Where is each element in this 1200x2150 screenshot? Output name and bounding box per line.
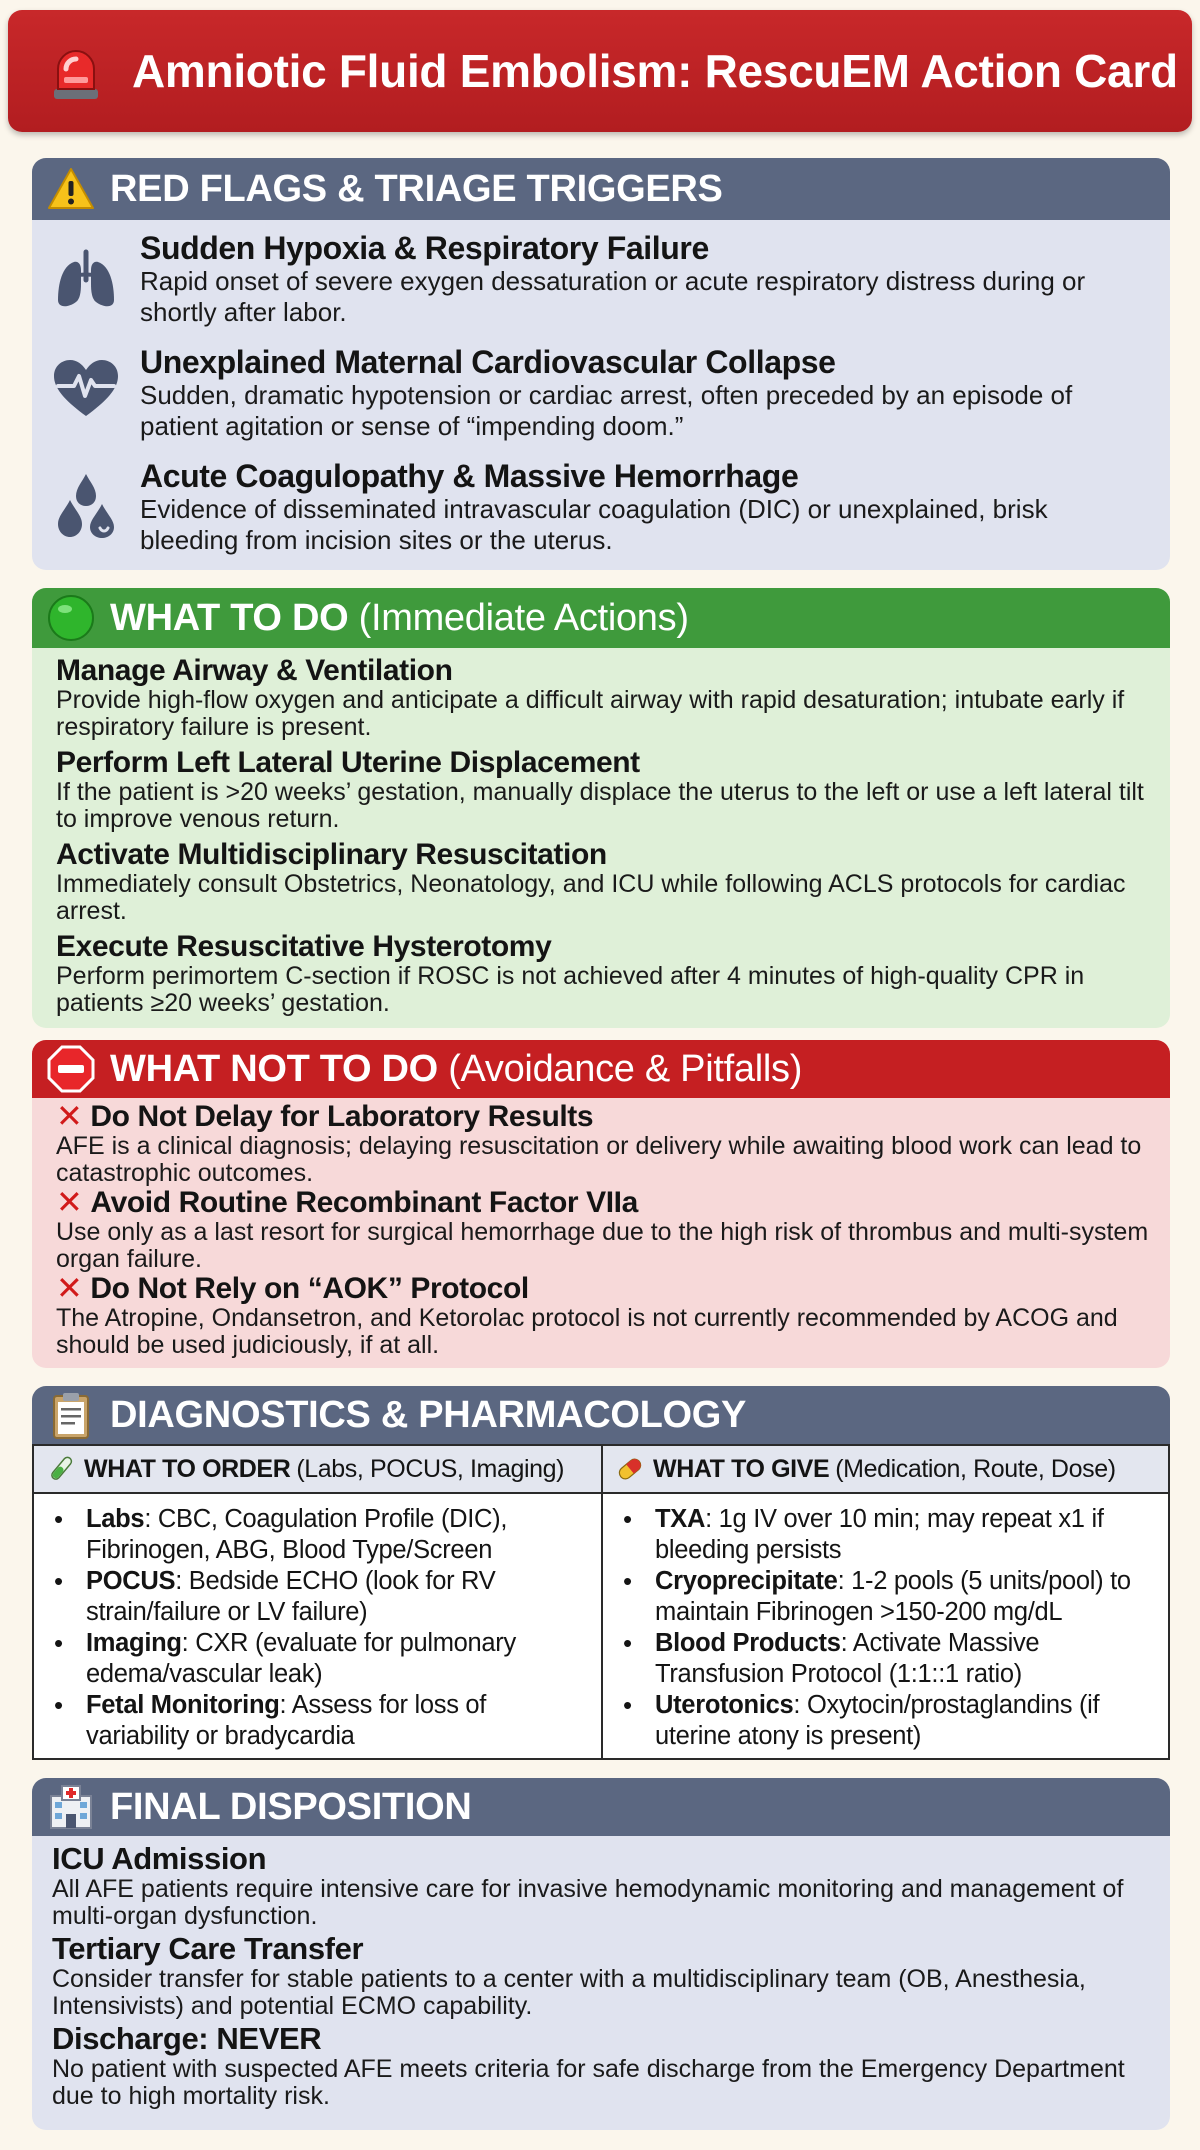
- cross-mark-icon: ✕: [56, 1098, 83, 1134]
- action-item: [56, 746, 1150, 833]
- warning-icon: [46, 164, 96, 214]
- order-column-header: WHAT TO ORDER (Labs, POCUS, Imaging): [34, 1446, 601, 1494]
- hospital-icon: [46, 1782, 96, 1832]
- red-flag-desc: Sudden, dramatic hypotension or cardiac arrest, often preceded by an episode of patient agitation or sense of “impending doom.”: [140, 380, 1073, 441]
- action-item: [56, 930, 1150, 1017]
- disposition-item: [52, 1932, 1150, 2020]
- disposition-desc: No patient with suspected AFE meets criteria for safe discharge from the Emergency Department due to high mortality risk.: [52, 2055, 1125, 2110]
- red-flag-text: [140, 344, 1140, 442]
- pitfall-desc: Use only as a last resort for surgical hemorrhage due to the high risk of thrombus and multi-system organ failure.: [56, 1218, 1149, 1273]
- list-item: • Cryoprecipitate: 1-2 pools (5 units/pool) to maintain Fibrinogen >150-200 mg/dL: [619, 1566, 1154, 1628]
- diagnostics-header: [32, 1386, 1170, 1444]
- pitfall-desc: The Atropine, Ondansetron, and Ketorolac protocol is not currently recommended by ACOG and should be used judiciously, if at all.: [56, 1304, 1118, 1359]
- list-item: • Imaging: CXR (evaluate for pulmonary edema/vascular leak): [50, 1628, 587, 1690]
- action-title: Manage Airway & Ventilation: [56, 654, 453, 687]
- red-flag-title: Sudden Hypoxia & Respiratory Failure: [140, 230, 709, 266]
- action-title: Perform Left Lateral Uterine Displacement: [56, 746, 640, 779]
- red-flag-desc: Rapid onset of severe exygen dessaturation or acute respiratory distress during or shortly after labor.: [140, 266, 1086, 327]
- section-title: RED FLAGS & TRIAGE TRIGGERS: [110, 167, 723, 210]
- pitfall-item: [56, 1186, 1150, 1273]
- list-item: • POCUS: Bedside ECHO (look for RV strain/failure or LV failure): [50, 1566, 587, 1628]
- red-flag-desc: Evidence of disseminated intravascular coagulation (DIC) or unexplained, brisk bleeding from incision sites or the uterus.: [140, 494, 1048, 555]
- heart-pulse-icon: [50, 352, 122, 424]
- red-flag-text: [140, 458, 1140, 556]
- action-title: Execute Resuscitative Hysterotomy: [56, 930, 552, 963]
- green-circle-icon: [46, 593, 96, 643]
- action-desc: Provide high-flow oxygen and anticipate a difficult airway with rapid desaturation; intubate early if respiratory failure is present.: [56, 686, 1125, 741]
- action-item: [56, 838, 1150, 925]
- give-list: [603, 1494, 1168, 1752]
- red-flag-title: Acute Coagulopathy & Massive Hemorrhage: [140, 458, 799, 494]
- disposition-title: Discharge: NEVER: [52, 2021, 322, 2056]
- cross-mark-icon: ✕: [56, 1270, 83, 1306]
- list-item: • Fetal Monitoring: Assess for loss of variability or bradycardia: [50, 1690, 587, 1752]
- red-flags-section: [32, 158, 1170, 570]
- red-flags-header: [32, 158, 1170, 220]
- disposition-desc: Consider transfer for stable patients to a center with a multidisciplinary team (OB, Anesthesia, Intensivists) and potential ECMO capability.: [52, 1965, 1086, 2020]
- what-to-do-header: [32, 588, 1170, 648]
- stop-sign-icon: [46, 1044, 96, 1094]
- title-banner: [8, 10, 1192, 132]
- diagnostics-table: [32, 1444, 1170, 1760]
- diagnostics-section: [32, 1386, 1170, 1760]
- disposition-desc: All AFE patients require intensive care for invasive hemodynamic monitoring and management of multi-organ dysfunction.: [52, 1875, 1124, 1930]
- list-item: • Blood Products: Activate Massive Transfusion Protocol (1:1::1 ratio): [619, 1628, 1154, 1690]
- list-item: • Labs: CBC, Coagulation Profile (DIC), Fibrinogen, ABG, Blood Type/Screen: [50, 1504, 587, 1566]
- action-desc: If the patient is >20 weeks’ gestation, manually displace the uterus to the left or use a left lateral tilt to improve venous return.: [56, 778, 1144, 833]
- disposition-header: [32, 1778, 1170, 1836]
- red-flag-text: [140, 230, 1140, 328]
- give-column-header: WHAT TO GIVE (Medication, Route, Dose): [603, 1446, 1168, 1494]
- section-title: DIAGNOSTICS & PHARMACOLOGY: [110, 1393, 747, 1436]
- pitfall-desc: AFE is a clinical diagnosis; delaying resuscitation or delivery while awaiting blood work can lead to catastrophic outcomes.: [56, 1132, 1142, 1187]
- action-title: Activate Multidisciplinary Resuscitation: [56, 838, 607, 871]
- order-column: [34, 1446, 601, 1758]
- disposition-item: [52, 2022, 1150, 2110]
- action-desc: Immediately consult Obstetrics, Neonatology, and ICU while following ACLS protocols for cardiac arrest.: [56, 870, 1126, 925]
- clipboard-icon: [46, 1390, 96, 1440]
- disposition-item: [52, 1842, 1150, 1930]
- list-item: • Uterotonics: Oxytocin/prostaglandins (if uterine atony is present): [619, 1690, 1154, 1752]
- pitfall-title: ✕ Do Not Rely on “AOK” Protocol: [56, 1270, 529, 1306]
- what-not-to-do-section: [32, 1040, 1170, 1368]
- action-item: [56, 654, 1150, 741]
- order-list: [34, 1494, 601, 1752]
- what-to-do-section: [32, 588, 1170, 1028]
- pitfall-title: ✕ Avoid Routine Recombinant Factor VIIa: [56, 1184, 638, 1220]
- action-desc: Perform perimortem C-section if ROSC is not achieved after 4 minutes of high-quality CPR in patients ≥20 weeks’ gestation.: [56, 962, 1085, 1017]
- what-not-to-do-header: [32, 1040, 1170, 1098]
- list-item: • TXA: 1g IV over 10 min; may repeat x1 if bleeding persists: [619, 1504, 1154, 1566]
- give-column: [601, 1446, 1168, 1758]
- pitfall-item: [56, 1272, 1150, 1359]
- page-title: Amniotic Fluid Embolism: RescuEM Action Card: [132, 45, 1178, 97]
- blood-drops-icon: [50, 470, 122, 542]
- pitfall-title: ✕ Do Not Delay for Laboratory Results: [56, 1098, 594, 1134]
- lungs-icon: [50, 244, 122, 316]
- disposition-title: Tertiary Care Transfer: [52, 1931, 364, 1966]
- section-title: WHAT NOT TO DO (Avoidance & Pitfalls): [110, 1047, 803, 1090]
- pill-icon: [615, 1454, 645, 1484]
- section-title: WHAT TO DO (Immediate Actions): [110, 596, 689, 639]
- pitfall-item: [56, 1100, 1150, 1187]
- siren-icon: [44, 39, 108, 103]
- section-title: FINAL DISPOSITION: [110, 1785, 472, 1828]
- red-flag-title: Unexplained Maternal Cardiovascular Collapse: [140, 344, 836, 380]
- cross-mark-icon: ✕: [56, 1184, 83, 1220]
- test-tube-icon: [46, 1454, 76, 1484]
- disposition-section: [32, 1778, 1170, 2130]
- disposition-title: ICU Admission: [52, 1841, 267, 1876]
